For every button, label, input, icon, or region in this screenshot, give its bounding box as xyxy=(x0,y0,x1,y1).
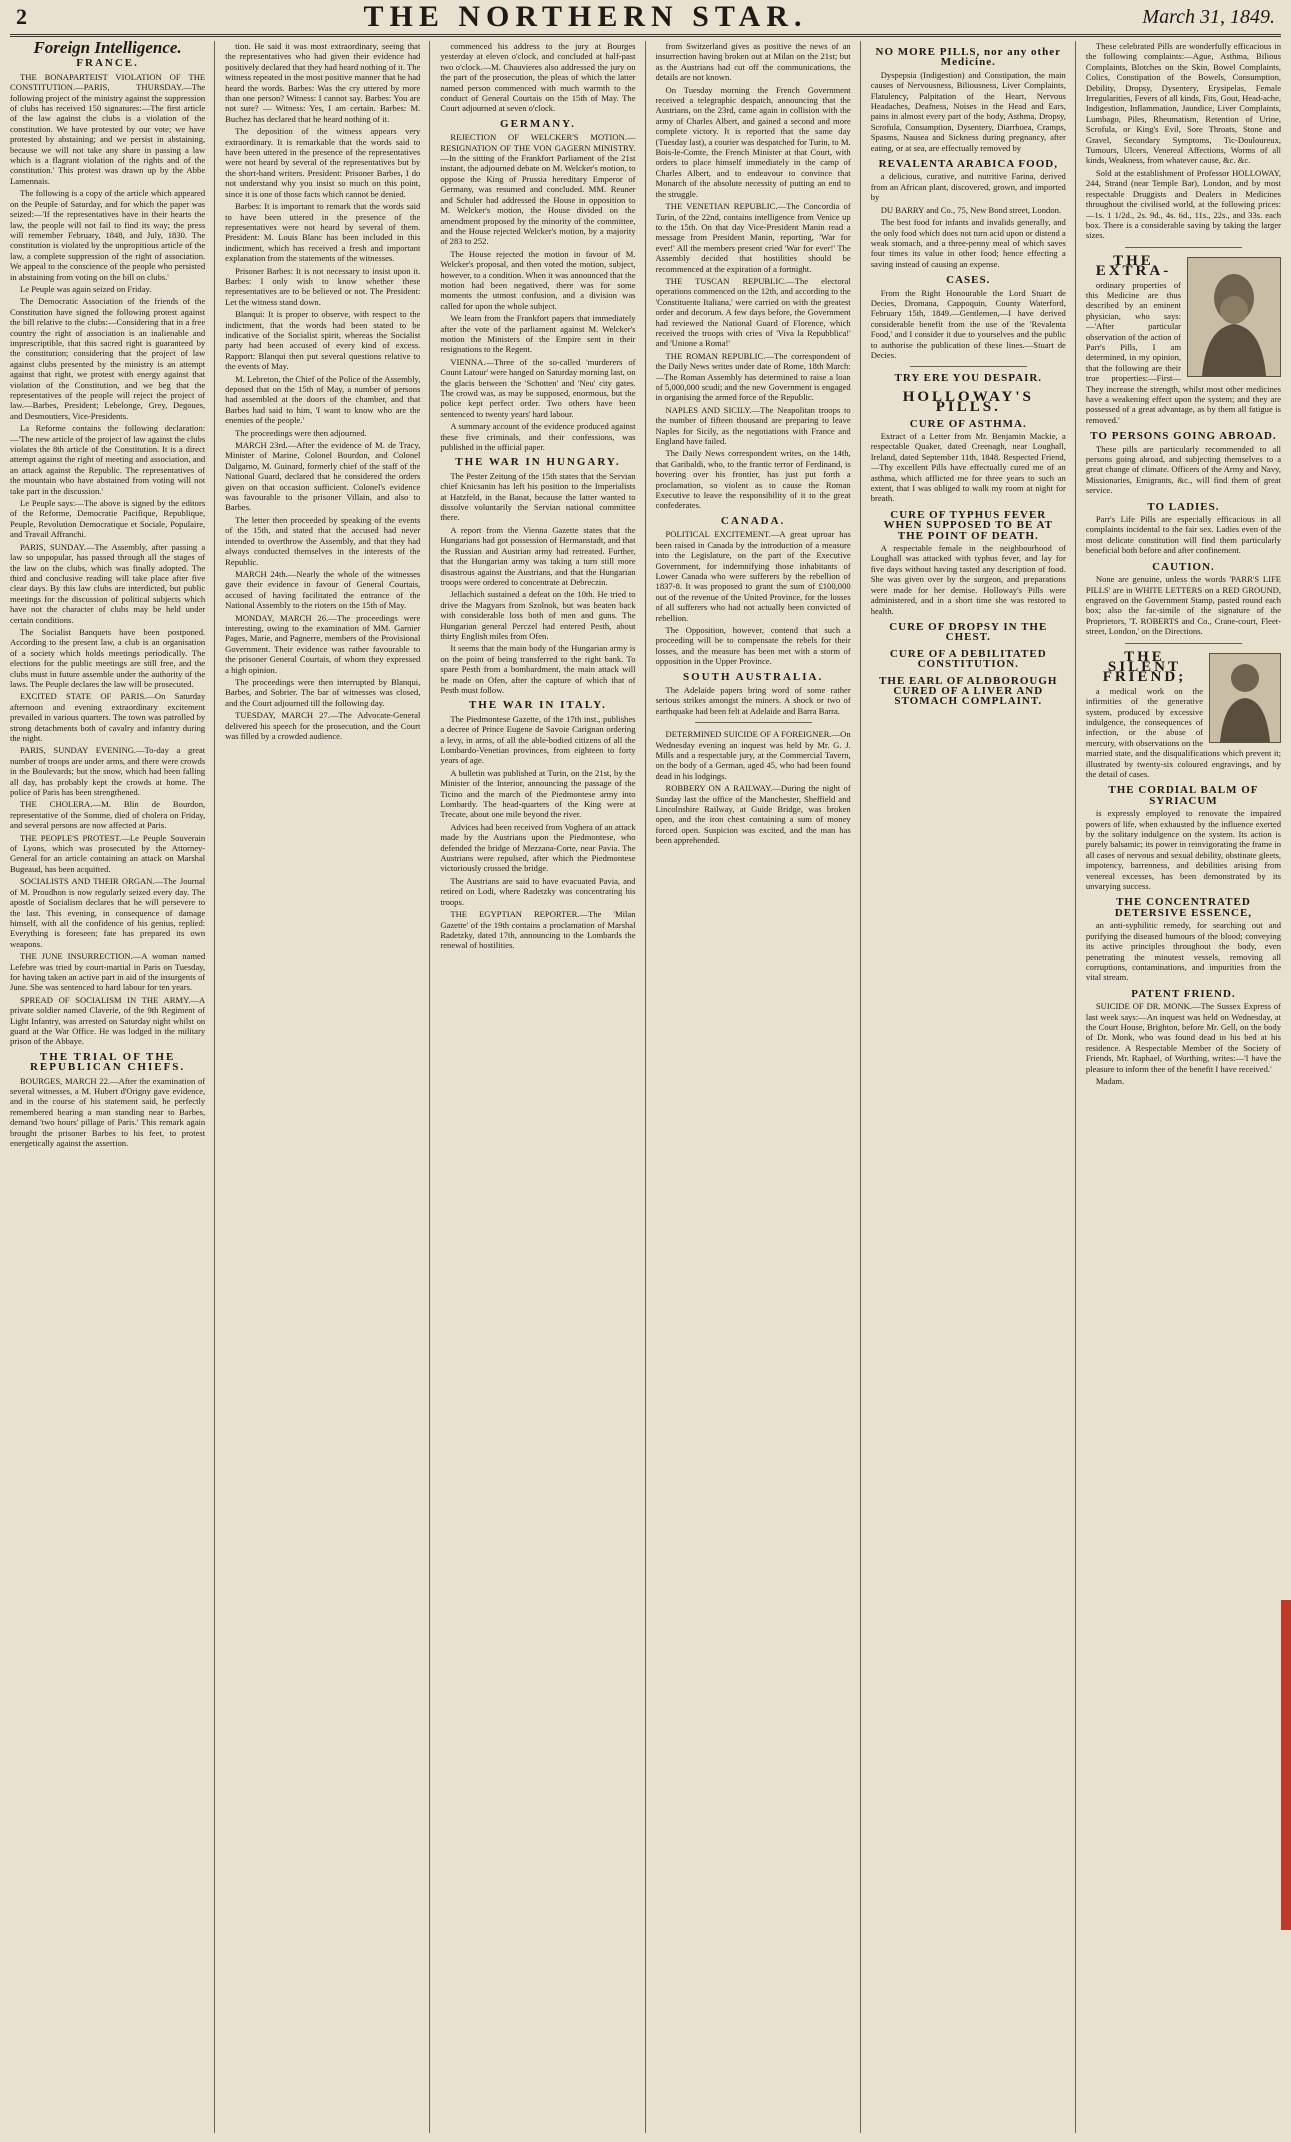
article-paragraph: The deposition of the witness appears very extraordinary. It is remarkable that the words said to have been uttered in the presence of the representatives were not heard by several of the representatives but by the short-hand writers. President: Prisoner Barbes, I do not understand why you insist so much on this point, since it is one of those facts which cannot be denied. xyxy=(225,126,421,199)
article-paragraph: commenced his address to the jury at Bourges yesterday at eleven o'clock, and concluded at half-past two o'clock.—M. Chauvieres also addressed the jury on the part of the prosecution, the pleas of which the latter named person commenced with much warmth to the conduct of General Courtais on the 15th of May. The Court adjourned at seven o'clock. xyxy=(440,41,636,114)
article-paragraph: DETERMINED SUICIDE OF A FOREIGNER.—On Wednesday evening an inquest was held by Mr. G. J. Mills and a respectable jury, at the Commercial Tavern, on the body of a German, aged 45, who had been found dead in his lodgings. xyxy=(655,729,851,781)
ad-subtitle: THE EARL OF ALDBOROUGH CURED OF A LIVER AND STOMACH COMPLAINT. xyxy=(879,674,1058,708)
article-paragraph: The House rejected the motion in favour of M. Welcker's proposal, and then voted the motion, subject, however, to a condition. When it was announced that the motion had been negatived, there was for some moments the utmost confusion, and a division was called for upon the whole subject. xyxy=(440,248,636,311)
columns xyxy=(10,41,1281,2133)
article-paragraph: SPREAD OF SOCIALISM IN THE ARMY.—A private soldier named Claverie, of the 9th Regiment of Light Infantry, was arrested on Saturday night whilst on guard at the War Office. He was lodged in the military prison of the Abbaye. xyxy=(10,994,206,1047)
masthead xyxy=(10,0,1281,37)
article-paragraph: A report from the Vienna Gazette states that the Hungarians had got possession of Hermanstadt, and that the Russian and Austrian army had retreated. Further, that the Hungarian army was taking a turn still more disastrous against the Austrians, and that the Hungarian troops were ordered to concentrate at Debreczin. xyxy=(440,524,636,587)
ad-ladies-title: TO LADIES. xyxy=(1147,500,1220,513)
article-paragraph: tion. He said it was most extraordinary, seeing that the representatives who had given their evidence had positively declared that they had heard nothing of it. The witness repeated in the most positive manner that he had heard the words. Barbes: Was the cry uttered by more than one person? Witness: I cannot say. Barbes: You are not sure? — Witness: Yes, I am certain. Barbes: M. Buchez has declared that he heard nothing of it. xyxy=(225,41,421,124)
article-paragraph: MARCH 23rd.—After the evidence of M. de Tracy, Minister of Marine, Colonel Bourdon, and Colonel Dalgarno, M. Guinard, formerly chief of the staff of the National Guard, declared that he considered the orders given on that occasion sufficient. Colonel's evidence was favourable to the prisoner Villain, and also to Barbes. xyxy=(225,440,421,513)
ad-subtitle: CURE OF TYPHUS FEVER WHEN SUPPOSED TO BE AT THE POINT OF DEATH. xyxy=(883,508,1053,542)
article-paragraph: The Pester Zeitung of the 15th states that the Servian chief Knicsanin has left his position to the Imperialists at Hatzfeld, in the Banat, because the latter wanted to dissolve voluntarily the Servian national committee there. xyxy=(440,470,636,523)
ad-subtitle: CURE OF A DEBILITATED CONSTITUTION. xyxy=(889,647,1047,671)
article-paragraph: THE ROMAN REPUBLIC.—The correspondent of the Daily News writes under date of Rome, 18th March:—The Roman Assembly has determined to raise a loan of 5,000,000 scudi; and the new Government is engaged in organising the armed force of the Republic. xyxy=(655,350,851,403)
ad-text: Sold at the establishment of Professor HOLLOWAY, 244, Strand (near Temple Bar), London, and by most respectable Druggists and Dealers in Medicines throughout the civilised world, at the following prices:—1s. 1 1/2d., 2s. 9d., 4s. 6d., 11s., 22s., and 33s. each box. There is a considerable saving by taking the larger sizes. xyxy=(1085,167,1282,241)
issue-date: March 31, 1849. xyxy=(1142,5,1275,28)
article-paragraph: THE JUNE INSURRECTION.—A woman named Lefebre was tried by court-martial in Paris on Tuesday, for having taken an active part in aid of the insurgents of June. She was sentenced to hard labour for ten years. xyxy=(10,951,206,993)
article-paragraph: Advices had been received from Voghera of an attack made by the Austrians upon the Piedmontese, who defended the bridge of Mezzana-Corte, near Pavia. The Austrians were repulsed, after which the Piedmontese victoriously crossed the bridge. xyxy=(440,821,636,874)
ad-text: The best food for infants and invalids generally, and the only food which does not turn acid upon or distend a weak stomach, and a three-penny meal of which saves four times its value in other food; hence effecting a saving instead of causing an expense. xyxy=(870,217,1066,269)
article-paragraph: The following is a copy of the article which appeared on the Peuple of Saturday, and for which the paper was seized:—'If the representatives have in their hearts the law, the people will not fail to find its way; the press will remember February, 1848, and July, 1830. The constitution is violated by the unpropitious article of the law, a complete suppression of the right of association. We appeal to the conscience of the people who persisted in abstaining from voting on the bill on clubs.' xyxy=(10,188,206,282)
article-paragraph: MARCH 24th.—Nearly the whole of the witnesses gave their evidence in favour of General Courtais, accused of having facilitated the entrance of the National Assembly to the rioters on the 15th of May. xyxy=(225,568,421,611)
article-paragraph: TUESDAY, MARCH 27.—The Advocate-General delivered his speech for the prosecution, and the Court was filled by a crowded audience. xyxy=(225,710,421,741)
ad-caution-title: CAUTION. xyxy=(1152,560,1215,573)
article-paragraph: On Tuesday morning the French Government received a telegraphic despatch, announcing that the Austrians, on the 23rd, came again in collision with the army of Charles Albert, and gained a second and more complete victory. It is reported that the same day (Tuesday last), a courier was despatched for Turin, to M. Bois-le-Comte, the French Minister at that Court, with orders to place himself immediately in the camp of Charles Albert, and to endeavour to convince that Monarch of the absolute necessity of putting an end to the struggle. xyxy=(655,84,851,199)
article-paragraph: Le Peuple says:—The above is signed by the editors of the Reforme, Democratie Pacifique, Republique, Peuple, Revolution Democratique et Sociale, Populaire, and Travail Affranchi. xyxy=(10,498,206,540)
ad-text: Parr's Life Pills are especially efficacious in all complaints incidental to the fair sex. Ladies even of the most delicate constitution will find them particularly beneficial both before and after confinement. xyxy=(1085,514,1282,556)
ad-title-extra: THE EXTRA- xyxy=(1095,252,1172,280)
article-paragraph: THE VENETIAN REPUBLIC.—The Concordia of Turin, of the 22nd, contains intelligence from Venice up to the 15th. On that day Vice-President Manin read a message from President Manin, reporting, 'War for ever!' All the members present cried 'War for ever!' The Assembly decided that hostilities should be recommenced at the expiration of a fortnight. xyxy=(655,201,851,274)
ad-product-revalenta: REVALENTA ARABICA FOOD, xyxy=(878,158,1058,171)
ad-text: These celebrated Pills are wonderfully efficacious in the following complaints:—Ague, Asthma, Bilious Complaints, Blotches on the Skin, Bowel Complaints, Colics, Constipation of the Bowels, Consumption, Debility, Dropsy, Dysentery, Erysipelas, Female Irregularities, Fevers of all kinds, Fits, Gout, Head-ache, Indigestion, Inflammation, Jaundice, Liver Complaints, Lumbago, Piles, Rheumatism, Retention of Urine, Scrofula, or King's Evil, Sore Throats, Stone and Gravel, Secondary Symptoms, Tic-Douloureux, Tumours, Ulcers, Venereal Affections, Worms of all kinds, Weakness, from whatever cause, &c. &c. xyxy=(1085,41,1282,166)
article-paragraph: THE TUSCAN REPUBLIC.—The electoral operations commenced on the 12th, and according to the 'Constituente Italiana,' were carried on with the greatest order and decorum. A few days before, the Government had reviewed the National Guard of Florence, which received the troops with cries of 'Viva la Repubblica!' and 'Unione a Roma!' xyxy=(655,275,851,349)
subhead-canada: CANADA. xyxy=(720,514,786,527)
article-paragraph: A bulletin was published at Turin, on the 21st, by the Minister of the Interior, announcing the passage of the Ticino and the march of the Piedmontese army into Lombardy. The head-quarters of the King were at Trecate, about one mile beyond the river. xyxy=(440,767,636,820)
article-paragraph: MONDAY, MARCH 26.—The proceedings were interesting, owing to the examination of MM. Garnier Pages, Marie, and Pagnerre, members of the Provisional Government. Their evidence was rather favourable to the prisoner General Courtais, of whom they expressed a high opinion. xyxy=(225,612,421,675)
article-paragraph: THE PEOPLE'S PROTEST.—Le Peuple Souverain of Lyons, which was prosecuted by the Attorney-General for an article containing an attack on Marshal Bugeaud, has been acquitted. xyxy=(10,832,206,874)
column-4 xyxy=(656,41,861,2133)
article-paragraph: BOURGES, MARCH 22.—After the examination of several witnesses, a M. Hubert d'Origny gave evidence, and in the course of his statement said, he perfectly remembered hearing a man standing near to Barbes, demand 'two hours' pillage of Paris.' This remark again brought the prisoner Barbes to his feet, to protest energetically against the assertion. xyxy=(10,1075,206,1149)
subhead-italy: THE WAR IN ITALY. xyxy=(468,699,607,712)
article-paragraph: The proceedings were then interrupted by Blanqui, Barbes, and Sobrier. The bar of witnesses was closed, and the Court adjourned till the following day. xyxy=(225,676,421,708)
article-paragraph: THE BONAPARTEIST VIOLATION OF THE CONSTITUTION.—PARIS, THURSDAY.—The following project of the ministry against the suppression of clubs has received 150 signatures:—The first article of the law against the clubs is a violation of the constitution. We have protested by our vote; we have protested by abstaining; and we persist in abstaining, because we will not take any share in passing a law which is a flagrant violation of the rights and of the constitution.' This protest was drawn up by the Abbe Lamennais. xyxy=(10,71,206,186)
article-paragraph: SOCIALISTS AND THEIR ORGAN.—The Journal of M. Proudhon is now regularly seized every day. The apostle of Socialism declares that he will persevere to the last. This evening, in consequence of damage himself, with all the confidence of his genius, replied: Everything is foreseen; fate has prepared its own weapons. xyxy=(10,876,206,949)
divider xyxy=(1125,247,1242,248)
ad-cordial-title: THE CORDIAL BALM OF SYRIACUM xyxy=(1108,784,1259,807)
portrait-figure-icon xyxy=(1188,258,1280,376)
ad-text: an anti-syphilitic remedy, for searching out and purifying the diseased humours of the blood; conveying its active principles throughout the body, even penetrating the minutest vessels, removing all corruptions, contaminations, and impurities from the vital stream. xyxy=(1085,920,1282,983)
ad-abroad-title: TO PERSONS GOING ABROAD. xyxy=(1090,430,1277,443)
ad-text: Extract of a Letter from Mr. Benjamin Mackie, a respectable Quaker, dated Creenagh, near Loughall, Ireland, dated September 11th, 1848. Respected Friend,—Thy excellent Pills have effectually cured me of an asthma, which afflicted me for three years to such an extent, that I was obliged to walk my room at night for breath. xyxy=(870,431,1066,504)
divider xyxy=(910,366,1027,367)
article-paragraph: The letter then proceeded by speaking of the events of the 15th, and stated that the accused had never intended to overthrow the Assembly, and that they had always conducted themselves in the interests of the Republic. xyxy=(225,514,421,567)
article-paragraph: The Piedmontese Gazette, of the 17th inst., publishes a decree of Prince Eugene de Savoie Carignan ordering a levy, in arms, of all the able-bodied citizens of all the Lombardo-Venetian provinces, from eighteen to forty years of age. xyxy=(440,713,636,766)
ad-title-try: TRY ERE YOU DESPAIR. xyxy=(894,372,1043,385)
subhead-south-australia: SOUTH AUSTRALIA. xyxy=(683,670,824,683)
divider xyxy=(695,722,812,723)
article-paragraph: M. Lebreton, the Chief of the Police of the Assembly, deposed that on the 15th of May, a number of persons had assembled at the doors of the chamber, and that Barbes had said to him, 'I want to know who are the enemies of the people.' xyxy=(225,373,421,426)
article-paragraph: PARIS, SUNDAY.—The Assembly, after passing a law so unpopular, has passed through all the stages of the law on the clubs, which was finally adopted. The third and conclusive reading will take place after five clear days. By this law clubs are interdicted, but public meetings for the discussion of political subjects which have not the character of clubs may be held under certain conditions. xyxy=(10,541,206,625)
article-paragraph: The Democratic Association of the friends of the Constitution have signed the following protest against the bill relative to the clubs:—Considering that in a free country the right of association is an inalienable and imprescriptible, that this sacred right is guaranteed by the constitution; considering that the project of law against clubs presented by the ministry is an attempt against that right, we protest with energy against that violation of the Constitution, and we beg that the representatives of the people will reject the project of law.—Barbes, President; Lebelonge, Grey, Degoues, and Desmoutiers, Vice-Presidents. xyxy=(10,296,206,421)
ad-detersive-title: THE CONCENTRATED DETERSIVE ESSENCE, xyxy=(1114,896,1253,919)
subhead-germany: GERMANY. xyxy=(500,117,576,130)
ad-text: ordinary properties of this Medicine are thus described by an eminent physician, who says:—'After particular observation of the action of Parr's Pills, I am determined, in my opinion, that the following are their true properties:—First—They increase the strength, whilst most other medicines have a weakening effect upon the system; and they are possessed of a great advantage, as by them all fatigue is removed.' xyxy=(1085,279,1282,425)
ad-text: Dyspepsia (Indigestion) and Constipation, the main causes of Nervousness, Biliousness, Liver Complaints, Flatulency, Palpitation of the Heart, Nervous Headaches, Deafness, Noises in the Head and Ears, pains in almost every part of the body, Asthma, Dropsy, Scrofula, Consumption, Dysentery, Diarrhoea, Cramps, Spasms, Nausea and Sickness during pregnancy, after eating, or at sea, are effectually removed by xyxy=(870,69,1066,153)
article-paragraph: Le Peuple was again seized on Friday. xyxy=(20,283,152,294)
article-paragraph: The Austrians are said to have evacuated Pavia, and retired on Lodi, where Radetzky was concentrating his troops. xyxy=(440,875,636,907)
page-number: 2 xyxy=(16,4,27,29)
article-paragraph: POLITICAL EXCITEMENT.—A great uproar has been raised in Canada by the introduction of a measure into the Legislature, on the part of the Executive Government, for indemnifying those inhabitants of Lower Canada who were sufferers by the rebellion of 1837-8. It was proposed to grant the sum of £100,000 out of the revenue of the United Province, for the losses of all sufferers who had not actually been convicted of rebellion. xyxy=(655,529,851,623)
subhead-hungary: THE WAR IN HUNGARY. xyxy=(455,456,621,469)
article-paragraph: Prisoner Barbes: It is not necessary to insist upon it. Barbes: I only wish to know whether these representatives are to be believed or not. The President: Let the witness stand down. xyxy=(225,265,421,307)
ad-sign: Madam. xyxy=(1095,1075,1125,1086)
article-paragraph: EXCITED STATE OF PARIS.—On Saturday afternoon and evening extraordinary excitement prevailed in various quarters. The town was patrolled by strong detachments both of cavalry and infantry during the night. xyxy=(10,691,206,743)
ad-title-no-more-pills: NO MORE PILLS, nor any other Medicine. xyxy=(875,46,1062,69)
article-paragraph: The Adelaide papers bring word of some rather serious strikes amongst the miners. A shock or two of earthquake had been felt at Adelaide and Barra Barra. xyxy=(655,684,851,716)
article-paragraph: The Opposition, however, contend that such a proceeding will be to compensate the rebels for their losses, and the measure has been met with a storm of opposition in the Upper Province. xyxy=(655,624,851,667)
ad-text: None are genuine, unless the words 'PARR'S LIFE PILLS' are in WHITE LETTERS on a RED GROUND, engraved on the Government Stamp, pasted round each box; also the fac-simile of the signature of the Proprietors, 'T. ROBERTS and Co., Crane-court, Fleet-street, London,' on the Directions. xyxy=(1085,574,1282,637)
small-engraving xyxy=(1209,653,1281,743)
article-paragraph: Jellachich sustained a defeat on the 10th. He tried to drive the Magyars from Szolnok, but was beaten back with considerable loss both of men and guns. The Hungarian general Perczel had entered Pesth, about thirty English miles from Ofen. xyxy=(440,589,636,641)
subhead-france: FRANCE. xyxy=(76,57,139,70)
article-paragraph: REJECTION OF WELCKER'S MOTION.—RESIGNATION OF THE VON GAGERN MINISTRY.—In the sitting of the Frankfort Parliament of the 21st instant, the adjourned debate on M. Welcker's motion, to oppose the King of Prussia hereditary Emperor of Germany, was resumed and concluded. MM. Reuner and Schuler had addressed the House in opposition to M. Welcker's motion, the House divided on the amendment proposed by the minority of the committee, and the House rejected Welcker's motion, by a majority of 283 to 252. xyxy=(440,132,636,247)
ad-text: A respectable female in the neighbourhood of Loughall was attacked with typhus fever, and lay for five days without having tasted any description of food. She was given over by the surgeon, and preparations were made for her demise. Holloway's Pills were administered, and in a short time she was restored to health. xyxy=(870,543,1066,616)
ad-title-silent-friend: THE SILENT FRIEND; xyxy=(1102,648,1187,686)
figure-engraving-icon xyxy=(1210,654,1280,742)
column-5 xyxy=(871,41,1076,2133)
article-paragraph: VIENNA.—Three of the so-called 'murderers of Count Latour' were hanged on Saturday morning last, on the glacis between the 'Schotten' and 'Neu' city gates. The crowd was, as may be supposed, enormous, but the police kept perfect order. Two others have been sentenced to twenty years' hard labour. xyxy=(440,356,636,419)
ad-text: SUICIDE OF DR. MONK.—The Sussex Express of last week says:—An inquest was held on Wednesday, at the Court House, Brighton, before Mr. Gell, on the body of Dr. Monk, who was found dead in his bed at his residence. A Respectable Member of the Society of Friends, Mr. Raphael, of Worthing, writes:—'I have the pleasure to inform thee of the benefit I have received.' xyxy=(1085,1001,1282,1074)
article-paragraph: Barbes: It is important to remark that the words said to have been uttered in the presence of the representatives were not heard by several of them. President: M. Louis Blanc has been included in this indictment, which has received a fresh and important explanation from the statements of the witnesses. xyxy=(225,201,421,264)
article-paragraph: THE CHOLERA.—M. Blin de Bourdon, representative of the Somme, died of cholera on Friday, and several persons are now affected at Paris. xyxy=(10,799,206,831)
ad-cases-title: CASES. xyxy=(946,274,991,287)
page-edge-mark xyxy=(1281,1600,1291,1930)
subhead-trial: THE TRIAL OF THE REPUBLICAN CHIEFS. xyxy=(29,1050,186,1074)
section-heading-foreign: Foreign Intelligence. xyxy=(33,41,182,57)
column-3 xyxy=(440,41,645,2133)
ad-text: a medical work on the infirmities of the generative system, produced by excessive indulgence, the consequences of infection, or the abuse of mercury, with observations on the married state, and the disqualifications which prevent it; illustrated by twenty-six coloured engravings, and by the detail of cases. xyxy=(1085,685,1282,779)
article-paragraph: It seems that the main body of the Hungarian army is on the point of being transferred to the right bank. To spare Pesth from a bombardment, the main attack will be made on Ofen, after the capture of which that of Pesth must follow. xyxy=(440,643,636,695)
ad-text: is expressly employed to renovate the impaired powers of life, when exhausted by the influence exerted by the solitary indulgence on the system. Its action is purely balsamic; its power in reinvigorating the frame in all cases of nervous and sexual debility, obstinate gleets, impotency, barrenness, and debilities arising from venereal excesses, has been demonstrated by its unvarying success. xyxy=(1085,808,1282,892)
ad-patent: PATENT FRIEND. xyxy=(1131,987,1236,1000)
article-paragraph: PARIS, SUNDAY EVENING.—To-day a great number of troops are under arms, and there were crowds in the Boulevards; but the snow, which had been falling all day, has probably kept the crowds at home. The police of Paris has been strengthened. xyxy=(10,745,206,798)
article-paragraph: from Switzerland gives as positive the news of an insurrection having broken out at Milan on the 21st; but as the Austrians had cut off the communications, the details are not known. xyxy=(655,41,851,83)
divider xyxy=(1125,643,1242,644)
ad-text: a delicious, curative, and nutritive Farina, derived from an African plant, discovered, grown, and imported by xyxy=(870,171,1066,203)
newspaper-title: THE NORTHERN STAR. xyxy=(363,0,808,33)
article-paragraph: A summary account of the evidence produced against these five criminals, and their confessions, was published in the official paper. xyxy=(440,421,636,453)
article-paragraph: ROBBERY ON A RAILWAY.—During the night of Sunday last the office of the Manchester, Sheffield and Lincolnshire Railway, at Guide Bridge, was broken open, and the iron chest containing a sum of money forced open. Suspicion was excited, and the man has been apprehended. xyxy=(655,783,851,846)
ad-maker: DU BARRY and Co., 75, New Bond street, London. xyxy=(880,204,1062,215)
column-2 xyxy=(225,41,430,2133)
article-paragraph: The Daily News correspondent writes, on the 14th, that Garibaldi, who, to the frantic terror of Ferdinand, is hovering over his frontier, has just put forth a proclamation, so violent as to cause the Roman Executive to leave the responsibility of it to the great confederates. xyxy=(655,448,851,511)
article-paragraph: We learn from the Frankfort papers that immediately after the vote of the parliament against M. Welcker's motion the Ministers of the Empire sent in their resignations to the Regent. xyxy=(440,313,636,355)
article-paragraph: NAPLES AND SICILY.—The Neapolitan troops to the number of fifteen thousand are preparing to leave Naples for Sicily, as the negotiations with France and England have failed. xyxy=(655,404,851,447)
ad-subtitle: CURE OF DROPSY IN THE CHEST. xyxy=(889,620,1048,644)
ad-text: These pills are particularly recommended to all persons going abroad, and subjecting themselves to a great change of climate. Officers of the Army and Navy, Missionaries, Emigrants, &c., will find them of great service. xyxy=(1085,443,1282,496)
article-paragraph: The proceedings were then adjourned. xyxy=(235,427,367,438)
article-paragraph: La Reforme contains the following declaration:—'The new article of the project of law against the clubs violates the 8th article of the Constitution. It is a direct attempt against the right of meeting and association, and an attack against the Republic. The representatives of the mountain who have abstained from voting will not take part in the discussion.' xyxy=(10,423,206,496)
column-6 xyxy=(1086,41,1281,2133)
column-1 xyxy=(10,41,215,2133)
article-paragraph: THE EGYPTIAN REPORTER.—The 'Milan Gazette' of the 19th contains a proclamation of Marshal Radetzky, dated 17th, announcing to the Lombards the renewal of hostilities. xyxy=(440,909,636,951)
article-paragraph: The Socialist Banquets have been postponed. According to the present law, a club is an organisation of a society which holds meetings periodically. The elections for the public meetings are still free, and the clubs must in future assemble under the authority of the laws. The Peuple declares the law will be prosecuted. xyxy=(10,626,206,689)
ad-subtitle: CURE OF ASTHMA. xyxy=(909,417,1027,430)
ad-product-holloway: HOLLOWAY'S PILLS. xyxy=(902,388,1034,416)
article-paragraph: Blanqui: It is proper to observe, with respect to the indictment, that the words had been stated to be indicative of the Socialist spirit, whereas the Socialist party had been accused of every kind of excess. Rapport: Blanqui then put several questions relative to the events of May. xyxy=(225,309,421,372)
portrait-engraving xyxy=(1187,257,1281,377)
ad-text: From the Right Honourable the Lord Stuart de Decies, Dromana, Cappoquin, County Waterford, February 15th, 1849.—Gentlemen,—I have derived considerable benefit from the use of the 'Revalenta Food,' and I consider it due to yourselves and the public to authorise the publication of these lines.—Stuart de Decies. xyxy=(870,287,1066,360)
